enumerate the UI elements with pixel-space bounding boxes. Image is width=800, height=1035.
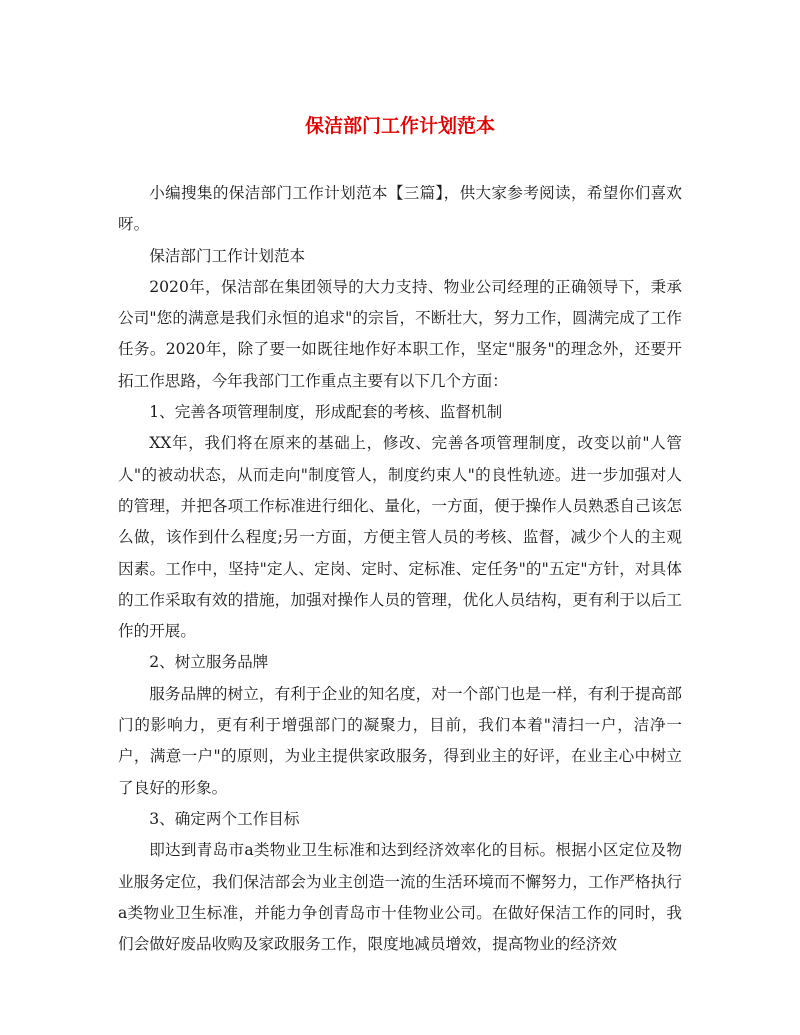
paragraph-section-1: XX年，我们将在原来的基础上，修改、完善各项管理制度，改变以前"人管人"的被动状态，从而走向"制度管人，制度约束人"的良性轨迹。进一步加强对人的管理，并把各项工作标准进行细化、量化，一方面，便于操作人员熟悉自己该怎么做，该作到什么程度;另一方面，方便主管人员的考核、监督，减少个人的主观因素。工作中，坚持"定人、定岗、定时、定标准、定任务"的"五定"方针，对具体的工作采取有效的措施，加强对操作人员的管理，优化人员结构，更有利于以后工作的开展。 <box>118 434 682 641</box>
paragraph-section-3: 即达到青岛市a类物业卫生标准和达到经济效率化的目标。根据小区定位及物业服务定位，我们保洁部会为业主创造一流的生活环境而不懈努力，工作严格执行a类物业卫生标准，并能力争创青岛市十佳物业公司。在做好保洁工作的同时，我们会做好废品收购及家政服务工作，限度地减员增效，提高物业的经济效 <box>118 841 682 954</box>
section-heading-1: 1、完善各项管理制度，形成配套的考核、监督机制 <box>149 403 503 422</box>
section-heading-2: 2、树立服务品牌 <box>149 653 269 672</box>
document-title: 保洁部门工作计划范本 <box>304 115 495 137</box>
paragraph-overview: 2020年，保洁部在集团领导的大力支持、物业公司经理的正确领导下，秉承公司"您的满意是我们永恒的追求"的宗旨，不断壮大，努力工作，圆满完成了工作任务。2020年，除了要一如既往地作好本职工作，坚定"服务"的理念外，还要开拓工作思路，今年我部门工作重点主要有以下几个方面： <box>118 277 682 390</box>
section-heading-3: 3、确定两个工作目标 <box>149 809 300 828</box>
paragraph-subtitle: 保洁部门工作计划范本 <box>149 246 306 265</box>
paragraph-section-2: 服务品牌的树立，有利于企业的知名度，对一个部门也是一样，有利于提高部门的影响力，更有利于增强部门的凝聚力，目前，我们本着"清扫一户，洁净一户，满意一户"的原则，为业主提供家政服务，得到业主的好评，在业主心中树立了良好的形象。 <box>118 684 682 797</box>
paragraph-intro: 小编搜集的保洁部门工作计划范本【三篇】，供大家参考阅读，希望你们喜欢呀。 <box>118 184 682 234</box>
